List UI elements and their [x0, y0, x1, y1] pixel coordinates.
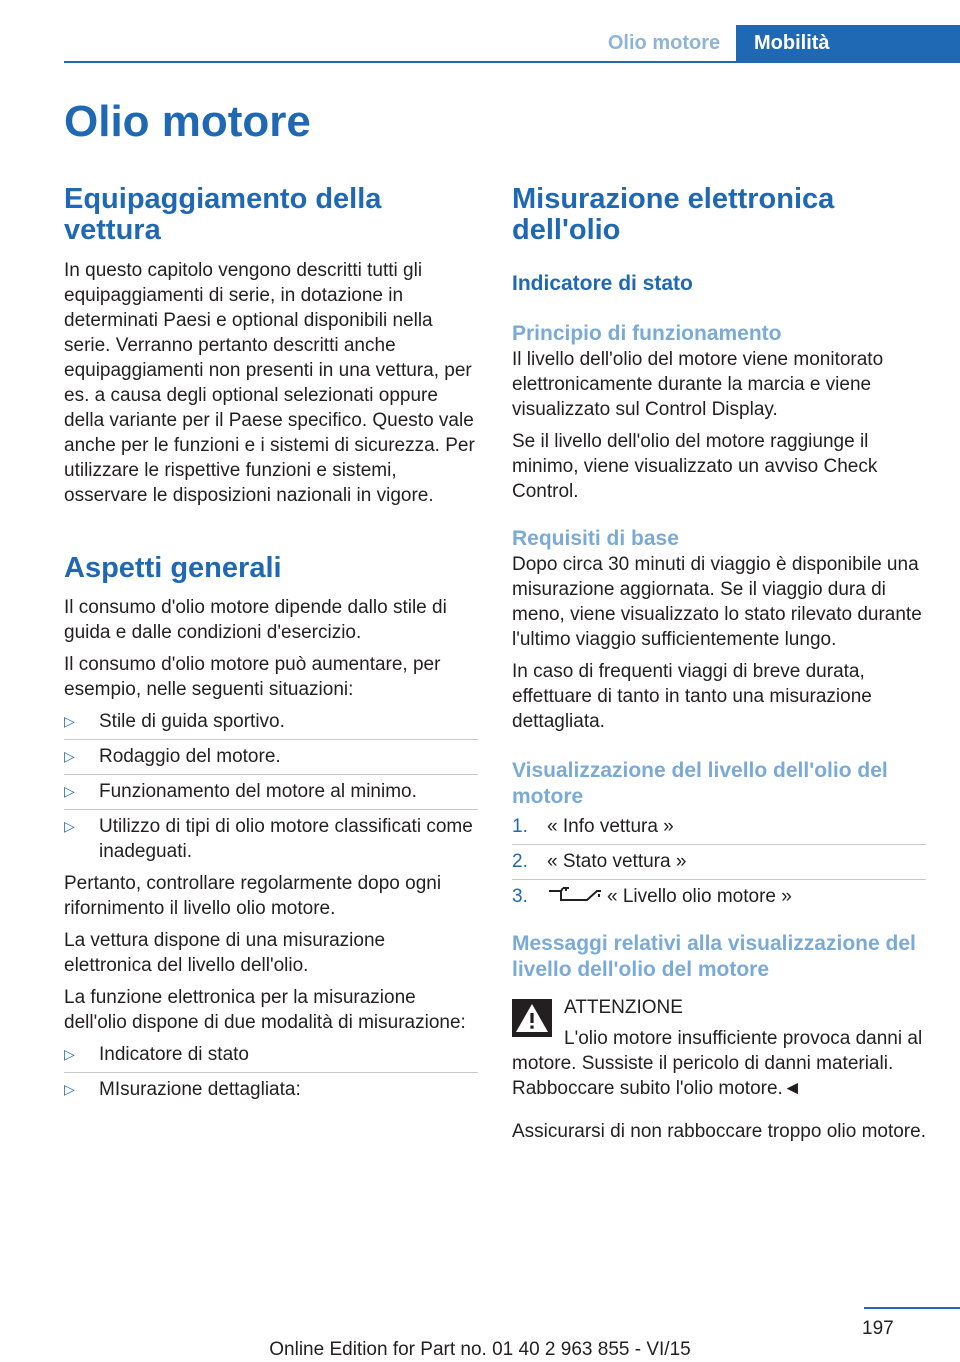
- paragraph-principle-2: Se il livello dell'olio del motore raggiunge il minimo, viene visualizzato un avviso Check Control.: [512, 431, 878, 502]
- triangle-bullet-icon: ▷: [64, 713, 75, 729]
- list-item: ▷ MIsurazione dettagliata:: [64, 1079, 301, 1100]
- heading-electronic-measurement: Misurazione elettronica dell'olio: [512, 183, 835, 246]
- warning-title: ATTENZIONE: [564, 997, 683, 1018]
- list-item: ▷ Utilizzo di tipi di olio motore classificati come inadeguati.: [64, 816, 473, 862]
- heading-general: Aspetti generali: [64, 552, 282, 584]
- oil-can-icon: [547, 885, 603, 905]
- header-chapter-tab[interactable]: Mobilità: [736, 25, 960, 61]
- list-item: 1. « Info vettura »: [512, 814, 926, 845]
- triangle-bullet-icon: ▷: [64, 818, 75, 834]
- header-rule: [64, 61, 960, 63]
- situations-list: [64, 709, 478, 864]
- steps-list: [512, 814, 926, 909]
- header-section-tab[interactable]: Olio motore: [607, 32, 721, 54]
- heading-display-level: Visualizzazione del livello dell'olio del motore: [512, 759, 888, 808]
- list-item: 3. « Livello olio motore »: [512, 886, 792, 907]
- page-number: 197: [862, 1318, 894, 1339]
- triangle-bullet-icon: ▷: [64, 1081, 75, 1097]
- paragraph-do-not-overfill: Assicurarsi di non rabboccare troppo olio motore.: [512, 1121, 926, 1142]
- paragraph-equipment: In questo capitolo vengono descritti tutti gli equipaggiamenti di serie, in dotazione in determinati Paesi e optional disponibili nella serie. Verranno pertanto descritti anche equipaggiamenti non presenti in una vettura, per es. a causa degli optional selezionati oppure della variante per il Paese specifico. Questo vale anche per le funzioni e i sistemi di sicurezza. Per utilizzare le rispettive funzioni e sistemi, osservare le disposizioni nazionali in vigore.: [64, 260, 475, 506]
- heading-equipment: Equipaggiamento della vettura: [64, 183, 382, 246]
- paragraph-electronic-measurement: La vettura dispone di una misurazione elettronica del livello dell'olio.: [64, 930, 386, 976]
- heading-principle: Principio di funzionamento: [512, 322, 782, 345]
- modes-list: [64, 1042, 478, 1102]
- footer-rule: [864, 1307, 960, 1309]
- paragraph-two-modes: La funzione elettronica per la misurazione dell'olio dispone di due modalità di misurazione:: [64, 987, 466, 1033]
- list-item: ▷ Funzionamento del motore al minimo.: [64, 779, 478, 810]
- warning-text: L'olio motore insufficiente provoca danni al motore. Sussiste il pericolo di danni materiali. Rabboccare subito l'olio motore.◄: [512, 1028, 923, 1099]
- triangle-bullet-icon: ▷: [64, 1046, 75, 1062]
- heading-messages: Messaggi relativi alla visualizzazione del livello dell'olio del motore: [512, 932, 916, 981]
- paragraph-principle-1: Il livello dell'olio del motore viene monitorato elettronicamente durante la marcia e viene visualizzato sul Control Display.: [512, 349, 884, 420]
- footer-edition: Online Edition for Part no. 01 40 2 963 855 - VI/15: [269, 1339, 691, 1360]
- heading-requirements: Requisiti di base: [512, 527, 679, 550]
- paragraph-requirements-2: In caso di frequenti viaggi di breve durata, effettuare di tanto in tanto una misurazione dettagliata.: [512, 661, 872, 732]
- right-column: [512, 184, 926, 1144]
- page-title: Olio motore: [64, 97, 311, 146]
- list-item: ▷ Rodaggio del motore.: [64, 744, 478, 775]
- paragraph-consumption-increase: Il consumo d'olio motore può aumentare, per esempio, nelle seguenti situazioni:: [64, 654, 441, 700]
- end-mark: ◄: [782, 1078, 802, 1099]
- list-item: ▷ Stile di guida sportivo.: [64, 709, 478, 740]
- list-item: 2. « Stato vettura »: [512, 849, 926, 880]
- paragraph-requirements-1: Dopo circa 30 minuti di viaggio è disponibile una misurazione aggiornata. Se il viaggio dura di meno, viene visualizzato lo stato rilevato durante l'ultimo viaggio sufficientemente lungo.: [512, 554, 922, 650]
- list-item: ▷ Indicatore di stato: [64, 1042, 478, 1073]
- paragraph-check-regularly: Pertanto, controllare regolarmente dopo ogni rifornimento il livello olio motore.: [64, 873, 442, 919]
- left-column: [64, 184, 478, 1102]
- triangle-bullet-icon: ▷: [64, 783, 75, 799]
- warning-block: [512, 995, 926, 1101]
- heading-status-indicator: Indicatore di stato: [512, 272, 693, 295]
- triangle-bullet-icon: ▷: [64, 748, 75, 764]
- paragraph-consumption: Il consumo d'olio motore dipende dallo stile di guida e dalle condizioni d'esercizio.: [64, 597, 447, 643]
- warning-icon: [512, 999, 552, 1037]
